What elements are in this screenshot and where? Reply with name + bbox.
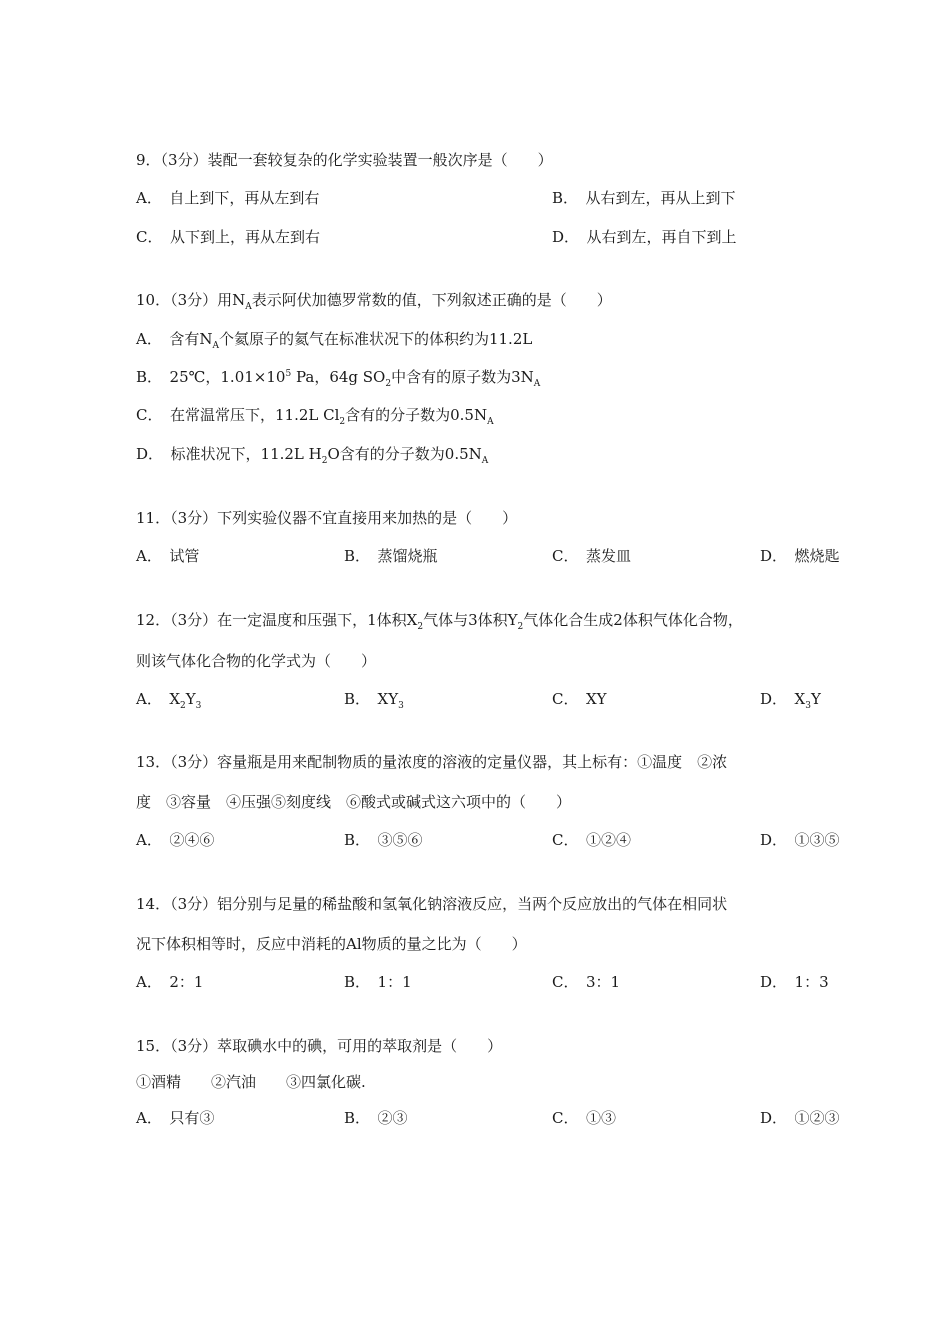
q15-option-b: B． ②③ bbox=[344, 1109, 408, 1127]
q15-option-a: A． 只有③ bbox=[136, 1109, 215, 1127]
q9-option-a: A． 自上到下，再从左到右 bbox=[136, 189, 320, 207]
q10-option-b: B． 25℃，$1.01\times 10^5$ Pa，64g $SO_2$中含有的原子数为$3N_A$ bbox=[136, 368, 541, 389]
q13-option-c: C． ①②④ bbox=[552, 831, 631, 849]
q11-option-b: B． 蒸馏烧瓶 bbox=[344, 547, 438, 565]
q14-stem-line1: 14．（3分）铝分别与足量的稀盐酸和氢氧化钠溶液反应，当两个反应放出的气体在相同状 bbox=[136, 895, 728, 913]
q15-items: ①酒精 ②汽油 ③四氯化碳. bbox=[136, 1073, 366, 1091]
q11-option-c: C． 蒸发皿 bbox=[552, 547, 631, 565]
q13-stem-line2: 度 ③容量 ④压强⑤刻度线 ⑥酸式或碱式这六项中的（ ） bbox=[136, 793, 572, 811]
q14-option-a: A． 2：1 bbox=[136, 973, 204, 991]
q11-option-a: A． 试管 bbox=[136, 547, 200, 565]
q14-option-c: C． 3：1 bbox=[552, 973, 621, 991]
q12-stem-line1: 12．（3分）在一定温度和压强下，1体积$X_2$气体与3体积$Y_2$气体化合生成2体积气体化合物， bbox=[136, 611, 743, 632]
q12-option-b: B． $XY_3$ bbox=[344, 690, 404, 711]
q14-option-d: D． 1：3 bbox=[760, 973, 829, 991]
q10-option-c: C． 在常温常压下，11.2L $Cl_2$含有的分子数为$0.5N_A$ bbox=[136, 406, 494, 427]
q9-stem: 9．（3分）装配一套较复杂的化学实验装置一般次序是（ ） bbox=[136, 151, 553, 169]
q14-option-b: B． 1：1 bbox=[344, 973, 412, 991]
q10-option-a: A． 含有$N_A$个氦原子的氦气在标准状况下的体积约为11.2L bbox=[136, 330, 533, 351]
q9-option-d: D． 从右到左，再自下到上 bbox=[552, 228, 737, 246]
q13-option-a: A． ②④⑥ bbox=[136, 831, 215, 849]
q13-stem-line1: 13．（3分）容量瓶是用来配制物质的量浓度的溶液的定量仪器，其上标有：①温度 ②浓 bbox=[136, 753, 728, 771]
q10-option-d: D． 标准状况下，11.2L $H_2O$含有的分子数为$0.5N_A$ bbox=[136, 445, 489, 466]
q12-option-a: A． $X_2Y_3$ bbox=[136, 690, 202, 711]
q14-stem-line2: 况下体积相等时，反应中消耗的Al物质的量之比为（ ） bbox=[136, 935, 527, 953]
q9-option-b: B． 从右到左，再从上到下 bbox=[552, 189, 736, 207]
q12-option-d: D． $X_3Y$ bbox=[760, 690, 821, 711]
q11-option-d: D． 燃烧匙 bbox=[760, 547, 840, 565]
q10-stem: 10．（3分）用$N_A$表示阿伏加德罗常数的值，下列叙述正确的是（ ） bbox=[136, 291, 612, 312]
q11-stem: 11．（3分）下列实验仪器不宜直接用来加热的是（ ） bbox=[136, 509, 518, 527]
q13-option-b: B． ③⑤⑥ bbox=[344, 831, 423, 849]
q12-stem-line2: 则该气体化合物的化学式为（ ） bbox=[136, 652, 377, 670]
q15-stem: 15．（3分）萃取碘水中的碘，可用的萃取剂是（ ） bbox=[136, 1037, 503, 1055]
q15-option-d: D． ①②③ bbox=[760, 1109, 840, 1127]
q12-option-c: C． XY bbox=[552, 690, 607, 708]
q15-option-c: C． ①③ bbox=[552, 1109, 616, 1127]
q9-option-c: C． 从下到上，再从左到右 bbox=[136, 228, 320, 246]
q13-option-d: D． ①③⑤ bbox=[760, 831, 840, 849]
